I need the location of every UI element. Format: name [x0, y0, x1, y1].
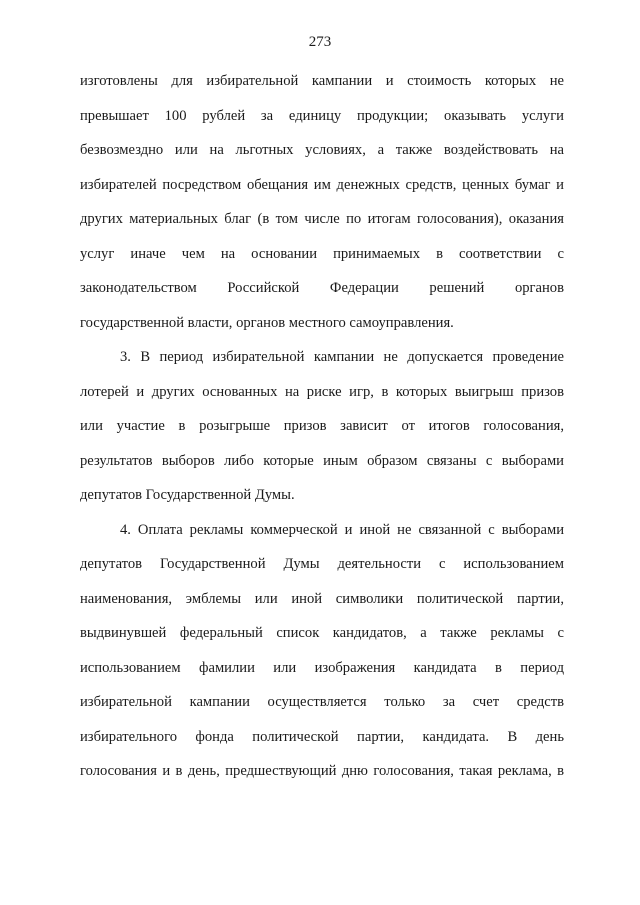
- text-line: 3. В период избирательной кампании не допускается проведение: [120, 349, 564, 365]
- text-line: безвозмездно или на льготных условиях, а также воздействовать на: [80, 142, 564, 158]
- text-line: голосования и в день, предшествующий дню голосования, такая реклама, в: [80, 763, 564, 779]
- text-line: результатов выборов либо которые иным образом связаны с выборами: [80, 452, 564, 469]
- text-line: избирательной кампании осуществляется только за счет средств: [80, 694, 564, 710]
- text-line: использованием фамилии или изображения кандидата в период: [80, 659, 564, 676]
- text-line: других материальных благ (в том числе по итогам голосования), оказания: [80, 211, 564, 227]
- text-line: избирателей посредством обещания им денежных средств, ценных бумаг и: [80, 176, 564, 193]
- text-line: 4. Оплата рекламы коммерческой и иной не связанной с выборами: [120, 521, 564, 538]
- text-line: государственной власти, органов местного самоуправления.: [80, 314, 454, 331]
- page-number: 273: [308, 34, 332, 50]
- text-line: депутатов Государственной Думы деятельности с использованием: [80, 556, 564, 572]
- text-line: наименования, эмблемы или иной символики политической партии,: [80, 590, 564, 607]
- text-line: лотерей и других основанных на риске игр, в которых выигрыш призов: [80, 383, 564, 400]
- text-line: депутатов Государственной Думы.: [80, 487, 295, 503]
- text-line: выдвинувшей федеральный список кандидатов, а также рекламы с: [80, 625, 564, 641]
- text-line: законодательством Российской Федерации решений органов: [80, 280, 564, 296]
- paragraph-continuation: [80, 64, 564, 340]
- paragraph-item-3: [80, 340, 564, 513]
- text-line: избирательного фонда политической партии, кандидата. В день: [80, 728, 564, 745]
- text-line: превышает 100 рублей за единицу продукции; оказывать услуги: [80, 107, 564, 124]
- paragraph-item-4: [80, 513, 564, 789]
- document-body: [80, 64, 564, 789]
- text-line: услуг иначе чем на основании принимаемых в соответствии с: [80, 245, 564, 262]
- text-line: или участие в розыгрыше призов зависит от итогов голосования,: [80, 418, 564, 434]
- text-line: изготовлены для избирательной кампании и стоимость которых не: [80, 73, 564, 89]
